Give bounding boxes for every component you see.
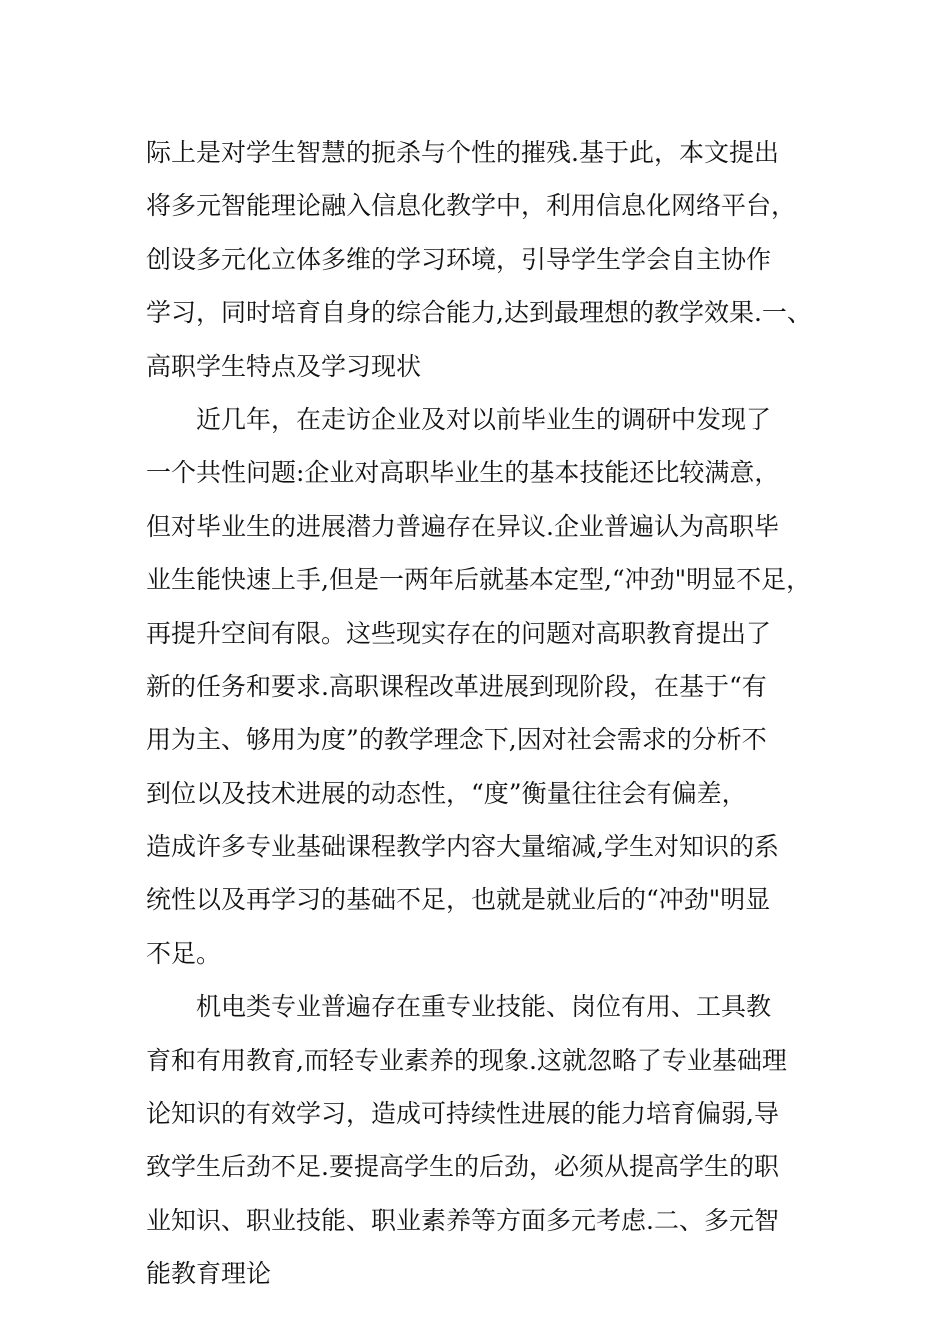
text-line: 将多元智能理论融入信息化教学中，利用信息化网络平台， xyxy=(146,191,797,221)
text-line: 业生能快速上手,但是一两年后就基本定型,“冲劲"明显不足， xyxy=(146,565,812,595)
document-body xyxy=(146,126,836,1301)
text-line: 业知识、职业技能、职业素养等方面多元考虑.二、多元智 xyxy=(146,1205,779,1235)
text-line: 一个共性问题:企业对高职毕业生的基本技能还比较满意， xyxy=(146,458,780,488)
text-line: 近几年，在走访企业及对以前毕业生的调研中发现了 xyxy=(196,404,772,434)
text-line: 再提升空间有限。这些现实存在的问题对高职教育提出了 xyxy=(146,618,772,648)
text-line: 造成许多专业基础课程教学内容大量缩减,学生对知识的系 xyxy=(146,832,779,862)
text-line: 但对毕业生的进展潜力普遍存在异议.企业普遍认为高职毕 xyxy=(146,511,779,541)
text-line: 际上是对学生智慧的扼杀与个性的摧残.基于此，本文提出 xyxy=(146,138,779,167)
paragraph-2 xyxy=(146,393,836,980)
text-line: 机电类专业普遍存在重专业技能、岗位有用、工具教 xyxy=(196,992,772,1022)
paragraph-1 xyxy=(146,126,836,393)
paragraph-3 xyxy=(146,980,836,1300)
text-line: 学习，同时培育自身的综合能力,达到最理想的教学效果.一、 xyxy=(146,298,812,328)
text-line: 新的任务和要求.高职课程改革进展到现阶段，在基于“有 xyxy=(146,671,767,701)
text-line: 到位以及技术进展的动态性，“度”衡量往往会有偏差， xyxy=(146,778,747,808)
text-line: 育和有用教育,而轻专业素养的现象.这就忽略了专业基础理 xyxy=(146,1045,787,1075)
text-line: 高职学生特点及学习现状 xyxy=(146,351,422,381)
text-line: 不足。 xyxy=(146,938,222,968)
text-line: 用为主、够用为度”的教学理念下,因对社会需求的分析不 xyxy=(146,725,767,755)
text-line: 论知识的有效学习，造成可持续性进展的能力培育偏弱,导 xyxy=(146,1099,779,1129)
text-line: 统性以及再学习的基础不足，也就是就业后的“冲劲"明显 xyxy=(146,885,771,915)
text-line: 创设多元化立体多维的学习环境，引导学生学会自主协作 xyxy=(146,244,772,274)
text-line: 致学生后劲不足.要提高学生的后劲，必须从提高学生的职 xyxy=(146,1152,779,1182)
text-line: 能教育理论 xyxy=(146,1259,272,1289)
